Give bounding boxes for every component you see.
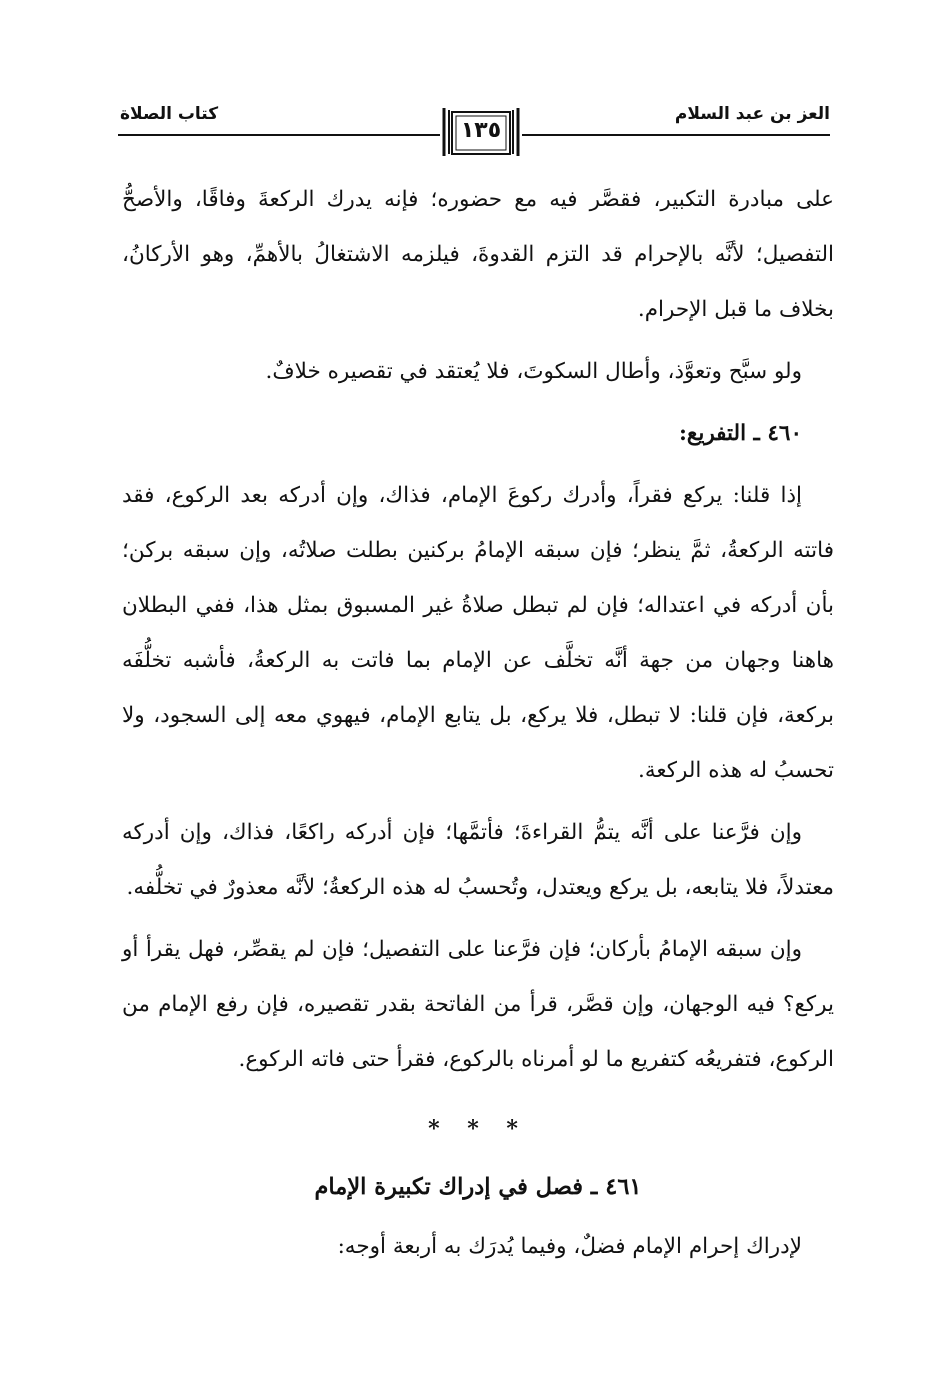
- paragraph-1: على مبادرة التكبير، فقصَّر فيه مع حضوره؛ فإنه يدرك الركعةَ وفاقًا، والأصحُّ التفصيل؛ لأنَّه بالإحرام قد التزم القدوةَ، فيلزمه الاشتغالُ بالأهمِّ، وهو الأركانُ، بخلاف ما قبل الإحرام.: [122, 187, 834, 322]
- paragraph-5: وإن سبقه الإمامُ بأركان؛ فإن فرَّعنا على التفصيل؛ فإن لم يقصِّر، فهل يقرأ أو يركع؟ فيه الوجهان، وإن قصَّر، قرأ من الفاتحة بقدر تقصيره، فإن رفع الإمام من الركوع، فتفريعُه كتفريع ما لو أمرناه بالركوع، فقرأ حتى فاته الركوع.: [122, 937, 834, 1072]
- running-head-author: العز بن عبد السلام: [674, 104, 830, 124]
- paragraph-4: وإن فرَّعنا على أنَّه يتمُّ القراءةَ؛ فأتمَّها؛ فإن أدركه راكعًا، فذاك، وإن أدركه معتدلاً، فلا يتابعه، بل يركع ويعتدل، وتُحسبُ له هذه الركعةُ؛ لأنَّه معذورٌ في تخلُّفه.: [122, 820, 834, 900]
- paragraph-3: إذا قلنا: يركع فقراً، وأدرك ركوعَ الإمام، فذاك، وإن أدركه بعد الركوع، فقد فاتته الركعةُ، ثمَّ ينظر؛ فإن سبقه الإمامُ بركنين بطلت صلاتُه، وإن سبقه بركن؛ بأن أدركه في اعتداله؛ فإن لم تبطل صلاةُ غير المسبوق بمثل هذا، ففي البطلان هاهنا وجهان من جهة أنَّه تخلَّف عن الإمام بما فاتت به الركعةُ، فأشبه تخلُّفَه بركعة، فإن قلنا: لا تبطل، فلا يركع، بل يتابع الإمام، فيهوي معه إلى السجود، ولا تحسبُ له هذه الركعة.: [122, 483, 834, 783]
- page-number-frame: [442, 106, 520, 158]
- section-separator: * * *: [428, 1116, 528, 1142]
- section-title: ٤٦١ ـ فصل في إدراك تكبيرة الإمام: [314, 1174, 642, 1200]
- running-head-section: كتاب الصلاة: [120, 104, 219, 124]
- header-rule-left: [118, 134, 440, 136]
- subheading-tafri: ٤٦٠ ـ التفريع:: [678, 421, 802, 446]
- paragraph-2: ولو سبَّح وتعوَّذ، وأطال السكوتَ، فلا يُعتقد في تقصيره خلافٌ.: [265, 359, 802, 384]
- page-body: [122, 172, 834, 1274]
- closing-paragraph: لإدراك إحرام الإمام فضلٌ، وفيما يُدرَك به أربعة أوجه:: [337, 1234, 802, 1259]
- header-rule-right: [522, 134, 830, 136]
- page-number: ١٣٥: [460, 118, 502, 143]
